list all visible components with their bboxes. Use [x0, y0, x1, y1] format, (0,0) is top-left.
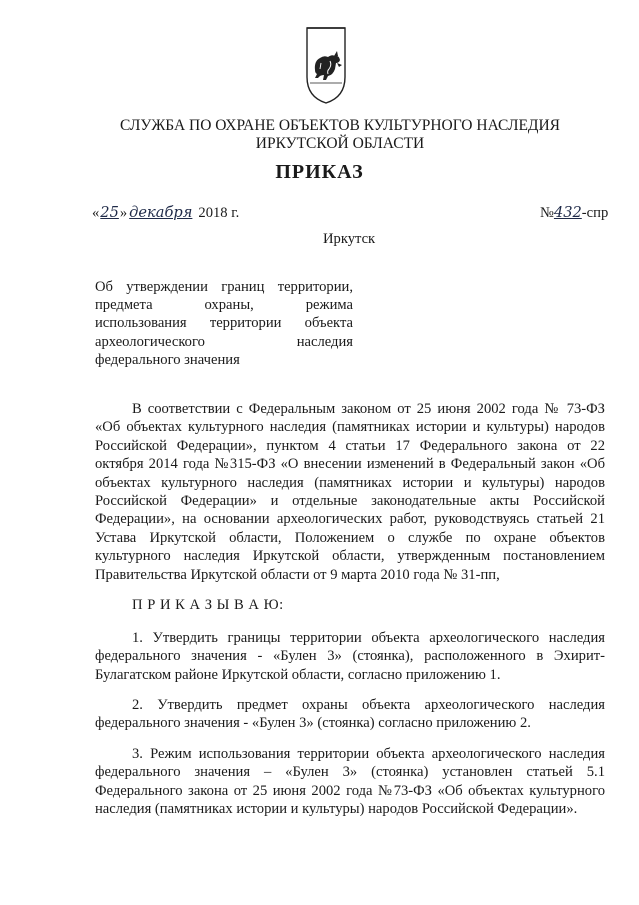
city: Иркутск: [323, 231, 376, 247]
item-line: федерального значения - «Булен 3» (стоянка), расположенного в Эхирит-: [95, 648, 605, 665]
decree-item-1: [95, 629, 605, 684]
coat-of-arms-icon: [304, 25, 348, 105]
order-number: [540, 204, 608, 222]
item-line: 1. Утвердить границы территории объекта археологического наследия: [132, 630, 605, 646]
preamble-line: Российской Федерации» и отдельные законодательные акты Российской: [95, 493, 605, 510]
preamble-line: В соответствии с Федеральным законом от 25 июня 2002 года № 73-ФЗ: [132, 401, 605, 417]
item-line: наследия (памятниках истории и культуры) народов Российской Федерации».: [95, 801, 578, 818]
decree-item-3: [95, 745, 605, 819]
org-name-line2: ИРКУТСКОЙ ОБЛАСТИ: [255, 135, 425, 152]
date-year: 2018 г.: [198, 205, 240, 221]
preamble-line: Российской Федерации», пунктом 4 статьи 17 Федерального закона от 22: [95, 437, 605, 454]
decree-word: П Р И К А З Ы В А Ю:: [132, 597, 284, 613]
number-sign: №: [540, 205, 554, 221]
date-day-handwritten: 25: [100, 204, 119, 221]
number-suffix: -спр: [581, 205, 609, 221]
date-quote-close: »: [119, 205, 128, 221]
item-line: Федерального закона от 25 июня 2002 года №73-ФЗ «Об объектах культурного: [95, 782, 605, 799]
preamble: [95, 400, 605, 584]
preamble-line: Правительства Иркутской области от 9 марта 2010 года № 31-пп,: [95, 566, 500, 583]
document-type: ПРИКАЗ: [275, 161, 364, 183]
item-line: 2. Утвердить предмет охраны объекта археологического наследия: [132, 697, 605, 713]
subject-block: [95, 278, 353, 369]
date-quote-open: «: [92, 205, 100, 221]
subject-line: предмета охраны, режима: [95, 297, 353, 314]
preamble-line: «Об объектах культурного наследия (памятниках истории и культуры) народов: [95, 419, 605, 436]
number-handwritten: 432: [553, 204, 582, 221]
preamble-line: Устава Иркутской области, Положением о службе по охране объектов: [95, 529, 605, 546]
preamble-line: октября 2014 года №315-ФЗ «О внесении изменений в Федеральный закон «Об: [95, 456, 605, 473]
subject-line: федерального значения: [95, 351, 240, 368]
org-name-line1: СЛУЖБА ПО ОХРАНЕ ОБЪЕКТОВ КУЛЬТУРНОГО НАСЛЕДИЯ: [119, 117, 561, 134]
date-month-handwritten: декабря: [129, 204, 193, 221]
subject-line: археологического наследия: [95, 333, 353, 350]
preamble-line: культурного наследия Иркутской области, утвержденным постановлением: [95, 548, 605, 565]
subject-line: Об утверждении границ территории,: [95, 279, 353, 295]
order-date: [92, 204, 239, 222]
item-line: Булагатском районе Иркутской области, согласно приложению 1.: [95, 666, 501, 683]
preamble-line: объектах культурного наследия (памятниках истории и культуры) народов: [95, 474, 605, 491]
decree-item-2: [95, 696, 605, 733]
item-line: федерального значения - «Булен 3» (стоянка) согласно приложению 2.: [95, 715, 531, 732]
preamble-line: Федерации», на основании археологических работ, руководствуясь статьей 21: [95, 511, 605, 528]
subject-line: использования территории объекта: [95, 315, 353, 332]
item-line: федерального значения – «Булен 3» (стоянка) установлен статьей 5.1: [95, 764, 605, 781]
item-line: 3. Режим использования территории объекта археологического наследия: [132, 746, 605, 762]
